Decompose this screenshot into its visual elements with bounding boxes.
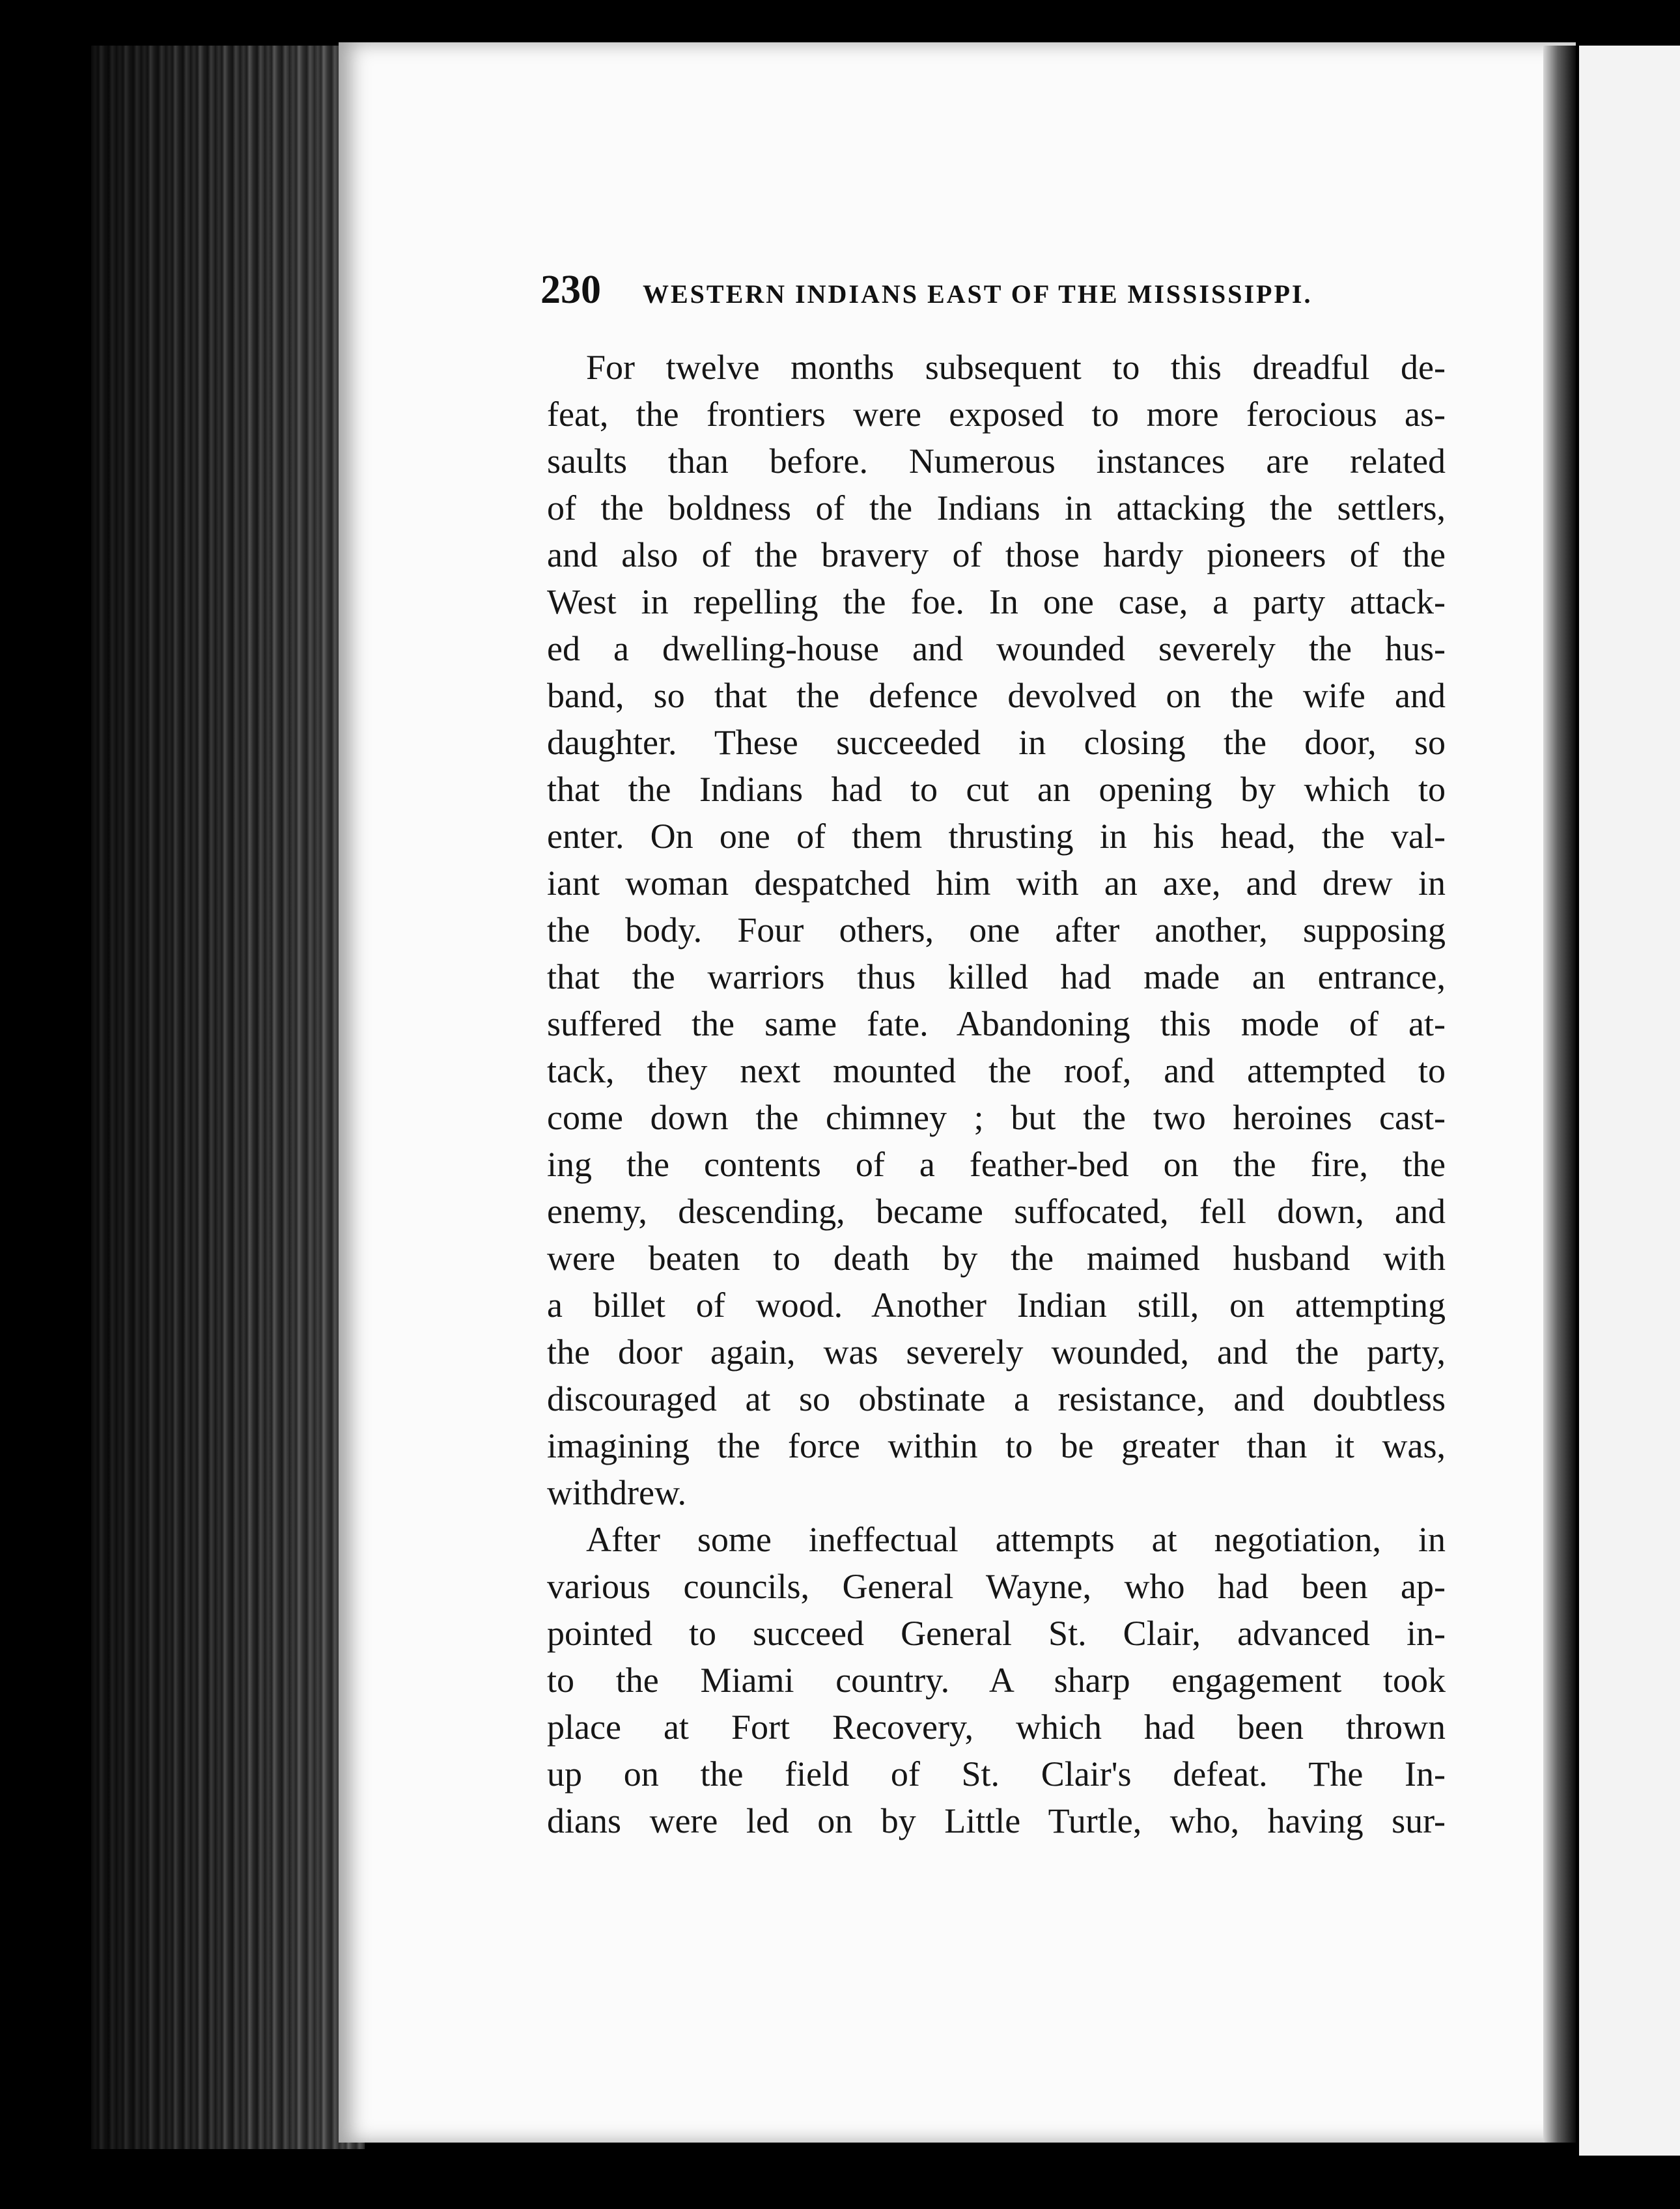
text-line: the body. Four others, one after another, supposing xyxy=(547,910,1446,950)
fore-edge-shadow xyxy=(91,46,365,2149)
text-line: West in repelling the foe. In one case, a party attack- xyxy=(547,582,1446,621)
text-line: dians were led on by Little Turtle, who, having sur- xyxy=(547,1801,1446,1840)
text-line: discouraged at so obstinate a resistance, and doubtless xyxy=(547,1379,1446,1418)
text-line: ed a dwelling-house and wounded severely the hus- xyxy=(547,629,1446,668)
text-line: After some ineffectual attempts at negotiation, in xyxy=(586,1520,1446,1559)
text-line: suffered the same fate. Abandoning this mode of at- xyxy=(547,1004,1446,1043)
facing-page-edge xyxy=(1579,46,1680,2156)
text-line: daughter. These succeeded in closing the door, so xyxy=(547,723,1446,762)
text-line: saults than before. Numerous instances are related xyxy=(547,442,1446,481)
body-text xyxy=(547,344,1446,1844)
text-line: imagining the force within to be greater than it was, xyxy=(547,1426,1446,1465)
text-line: iant woman despatched him with an axe, and drew in xyxy=(547,864,1446,903)
text-line: enter. On one of them thrusting in his head, the val- xyxy=(547,817,1446,856)
text-line: For twelve months subsequent to this dreadful de- xyxy=(586,348,1446,387)
book-gutter xyxy=(1543,46,1576,2143)
text-line: and also of the bravery of those hardy pioneers of the xyxy=(547,535,1446,574)
text-line: a billet of wood. Another Indian still, on attempting xyxy=(547,1286,1446,1325)
text-line: up on the field of St. Clair's defeat. The In- xyxy=(547,1754,1446,1794)
text-line: that the warriors thus killed had made an entrance, xyxy=(547,957,1446,996)
text-line: withdrew. xyxy=(547,1473,686,1512)
text-line: feat, the frontiers were exposed to more ferocious as- xyxy=(547,395,1446,434)
text-line: band, so that the defence devolved on the wife and xyxy=(547,676,1446,715)
text-line: to the Miami country. A sharp engagement took xyxy=(547,1661,1446,1700)
page-number: 230 xyxy=(540,268,601,312)
text-line: that the Indians had to cut an opening by which to xyxy=(547,770,1446,809)
text-line: of the boldness of the Indians in attacking the settlers, xyxy=(547,488,1446,528)
text-line: enemy, descending, became suffocated, fell down, and xyxy=(547,1192,1446,1231)
text-line: were beaten to death by the maimed husband with xyxy=(547,1239,1446,1278)
text-line: various councils, General Wayne, who had been ap- xyxy=(547,1567,1446,1606)
text-line: the door again, was severely wounded, and the party, xyxy=(547,1332,1446,1372)
running-title: WESTERN INDIANS EAST OF THE MISSISSIPPI. xyxy=(643,279,1313,309)
text-line: ing the contents of a feather-bed on the fire, the xyxy=(547,1145,1446,1184)
text-line: pointed to succeed General St. Clair, advanced in- xyxy=(547,1614,1446,1653)
text-line: tack, they next mounted the roof, and attempted to xyxy=(547,1051,1446,1090)
text-line: come down the chimney ; but the two heroines cast- xyxy=(547,1098,1446,1137)
page-header xyxy=(540,267,1449,313)
text-line: place at Fort Recovery, which had been thrown xyxy=(547,1708,1446,1747)
